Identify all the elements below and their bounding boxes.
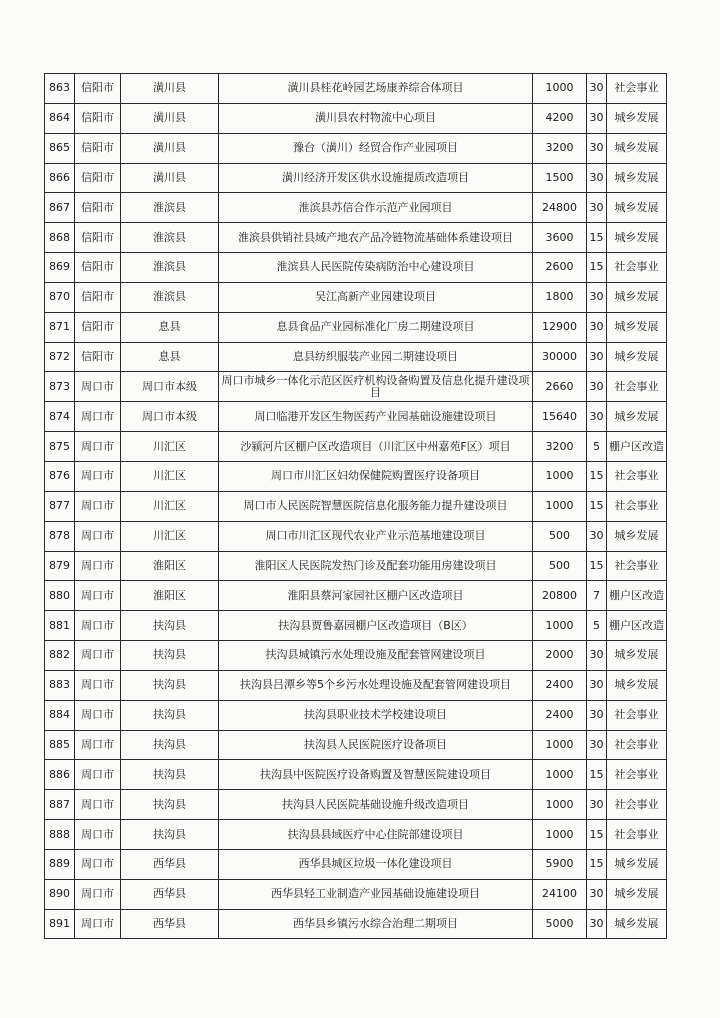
row-number: 878: [45, 521, 75, 551]
page-footer-blank: [0, 990, 720, 1010]
city-cell: 周口市: [75, 790, 121, 820]
county-cell: 扶沟县: [121, 700, 219, 730]
table-row: [45, 432, 667, 462]
amount-cell: 5000: [533, 909, 587, 939]
county-cell: 淮滨县: [121, 223, 219, 253]
amount-cell: 2000: [533, 641, 587, 671]
category-cell: 城乡发展: [607, 521, 667, 551]
city-cell: 信阳市: [75, 223, 121, 253]
city-cell: 周口市: [75, 402, 121, 432]
row-number: 887: [45, 790, 75, 820]
project-name-cell: 潢川县农村物流中心项目: [219, 103, 533, 133]
county-cell: 西华县: [121, 849, 219, 879]
category-cell: 城乡发展: [607, 282, 667, 312]
county-cell: 川汇区: [121, 521, 219, 551]
years-cell: 30: [587, 641, 607, 671]
years-cell: 30: [587, 909, 607, 939]
project-name-cell: 淮滨县人民医院传染病防治中心建设项目: [219, 253, 533, 283]
row-number: 891: [45, 909, 75, 939]
row-number: 880: [45, 581, 75, 611]
years-cell: 30: [587, 103, 607, 133]
category-cell: 城乡发展: [607, 133, 667, 163]
category-cell: 城乡发展: [607, 312, 667, 342]
county-cell: 扶沟县: [121, 670, 219, 700]
row-number: 867: [45, 193, 75, 223]
city-cell: 周口市: [75, 611, 121, 641]
county-cell: 扶沟县: [121, 641, 219, 671]
row-number: 884: [45, 700, 75, 730]
amount-cell: 3200: [533, 133, 587, 163]
table-row: [45, 253, 667, 283]
row-number: 876: [45, 461, 75, 491]
city-cell: 信阳市: [75, 74, 121, 104]
years-cell: 30: [587, 700, 607, 730]
city-cell: 信阳市: [75, 163, 121, 193]
row-number: 863: [45, 74, 75, 104]
years-cell: 30: [587, 372, 607, 402]
amount-cell: 2660: [533, 372, 587, 402]
years-cell: 30: [587, 730, 607, 760]
city-cell: 周口市: [75, 432, 121, 462]
county-cell: 扶沟县: [121, 611, 219, 641]
amount-cell: 500: [533, 521, 587, 551]
years-cell: 15: [587, 551, 607, 581]
city-cell: 周口市: [75, 909, 121, 939]
amount-cell: 30000: [533, 342, 587, 372]
table-row: [45, 133, 667, 163]
county-cell: 潢川县: [121, 163, 219, 193]
years-cell: 30: [587, 521, 607, 551]
row-number: 885: [45, 730, 75, 760]
years-cell: 30: [587, 670, 607, 700]
category-cell: 社会事业: [607, 700, 667, 730]
category-cell: 城乡发展: [607, 103, 667, 133]
project-name-cell: 西华县轻工业制造产业园基础设施建设项目: [219, 879, 533, 909]
county-cell: 息县: [121, 342, 219, 372]
table-row: [45, 581, 667, 611]
amount-cell: 1000: [533, 790, 587, 820]
city-cell: 周口市: [75, 670, 121, 700]
county-cell: 扶沟县: [121, 790, 219, 820]
project-name-cell: 豫台（潢川）经贸合作产业园项目: [219, 133, 533, 163]
row-number: 868: [45, 223, 75, 253]
category-cell: 社会事业: [607, 74, 667, 104]
row-number: 882: [45, 641, 75, 671]
years-cell: 15: [587, 849, 607, 879]
amount-cell: 2400: [533, 700, 587, 730]
table-row: [45, 670, 667, 700]
county-cell: 西华县: [121, 879, 219, 909]
years-cell: 30: [587, 790, 607, 820]
county-cell: 周口市本级: [121, 372, 219, 402]
years-cell: 30: [587, 133, 607, 163]
project-table: [44, 73, 667, 939]
city-cell: 信阳市: [75, 103, 121, 133]
category-cell: 社会事业: [607, 730, 667, 760]
table-row: [45, 849, 667, 879]
city-cell: 周口市: [75, 551, 121, 581]
years-cell: 15: [587, 491, 607, 521]
project-name-cell: 息县食品产业园标准化厂房二期建设项目: [219, 312, 533, 342]
city-cell: 信阳市: [75, 193, 121, 223]
project-name-cell: 周口临港开发区生物医药产业园基础设施建设项目: [219, 402, 533, 432]
category-cell: 棚户区改造: [607, 611, 667, 641]
county-cell: 川汇区: [121, 432, 219, 462]
row-number: 879: [45, 551, 75, 581]
years-cell: 5: [587, 432, 607, 462]
table-row: [45, 820, 667, 850]
project-name-cell: 淮滨县供销社县域产地农产品冷链物流基础体系建设项目: [219, 223, 533, 253]
category-cell: 城乡发展: [607, 670, 667, 700]
years-cell: 30: [587, 193, 607, 223]
county-cell: 淮阳区: [121, 581, 219, 611]
city-cell: 周口市: [75, 730, 121, 760]
project-name-cell: 周口市城乡一体化示范区医疗机构设备购置及信息化提升建设项目: [219, 372, 533, 402]
table-row: [45, 730, 667, 760]
amount-cell: 4200: [533, 103, 587, 133]
years-cell: 15: [587, 253, 607, 283]
table-row: [45, 909, 667, 939]
table-row: [45, 312, 667, 342]
table-row: [45, 193, 667, 223]
amount-cell: 1000: [533, 491, 587, 521]
years-cell: 30: [587, 342, 607, 372]
years-cell: 30: [587, 402, 607, 432]
category-cell: 社会事业: [607, 253, 667, 283]
years-cell: 30: [587, 879, 607, 909]
row-number: 881: [45, 611, 75, 641]
city-cell: 周口市: [75, 641, 121, 671]
years-cell: 30: [587, 312, 607, 342]
project-name-cell: 潢川经济开发区供水设施提质改造项目: [219, 163, 533, 193]
category-cell: 棚户区改造: [607, 432, 667, 462]
table-row: [45, 700, 667, 730]
row-number: 877: [45, 491, 75, 521]
category-cell: 城乡发展: [607, 193, 667, 223]
city-cell: 信阳市: [75, 282, 121, 312]
county-cell: 扶沟县: [121, 820, 219, 850]
amount-cell: 15640: [533, 402, 587, 432]
city-cell: 周口市: [75, 461, 121, 491]
county-cell: 潢川县: [121, 103, 219, 133]
city-cell: 周口市: [75, 491, 121, 521]
table-row: [45, 461, 667, 491]
city-cell: 周口市: [75, 760, 121, 790]
amount-cell: 1000: [533, 611, 587, 641]
amount-cell: 1000: [533, 760, 587, 790]
amount-cell: 3600: [533, 223, 587, 253]
years-cell: 7: [587, 581, 607, 611]
row-number: 874: [45, 402, 75, 432]
category-cell: 社会事业: [607, 551, 667, 581]
table-row: [45, 223, 667, 253]
row-number: 889: [45, 849, 75, 879]
city-cell: 周口市: [75, 879, 121, 909]
table-row: [45, 74, 667, 104]
project-name-cell: 淮滨县苏信合作示范产业园项目: [219, 193, 533, 223]
city-cell: 信阳市: [75, 342, 121, 372]
table-row: [45, 342, 667, 372]
city-cell: 信阳市: [75, 312, 121, 342]
years-cell: 15: [587, 461, 607, 491]
project-name-cell: 吴江高新产业园建设项目: [219, 282, 533, 312]
county-cell: 西华县: [121, 909, 219, 939]
city-cell: 周口市: [75, 700, 121, 730]
row-number: 864: [45, 103, 75, 133]
category-cell: 社会事业: [607, 760, 667, 790]
years-cell: 15: [587, 223, 607, 253]
amount-cell: 2400: [533, 670, 587, 700]
amount-cell: 500: [533, 551, 587, 581]
category-cell: 社会事业: [607, 790, 667, 820]
category-cell: 城乡发展: [607, 879, 667, 909]
amount-cell: 20800: [533, 581, 587, 611]
amount-cell: 1800: [533, 282, 587, 312]
row-number: 883: [45, 670, 75, 700]
table-row: [45, 760, 667, 790]
amount-cell: 24800: [533, 193, 587, 223]
amount-cell: 12900: [533, 312, 587, 342]
city-cell: 周口市: [75, 581, 121, 611]
project-name-cell: 扶沟县吕潭乡等5个乡污水处理设施及配套管网建设项目: [219, 670, 533, 700]
amount-cell: 3200: [533, 432, 587, 462]
years-cell: 5: [587, 611, 607, 641]
county-cell: 淮滨县: [121, 253, 219, 283]
row-number: 875: [45, 432, 75, 462]
project-name-cell: 周口市川汇区现代农业产业示范基地建设项目: [219, 521, 533, 551]
table-row: [45, 611, 667, 641]
table-row: [45, 551, 667, 581]
county-cell: 扶沟县: [121, 730, 219, 760]
years-cell: 15: [587, 760, 607, 790]
project-name-cell: 沙颍河片区棚户区改造项目（川汇区中州嘉苑F区）项目: [219, 432, 533, 462]
table-row: [45, 641, 667, 671]
amount-cell: 1000: [533, 820, 587, 850]
years-cell: 30: [587, 282, 607, 312]
category-cell: 城乡发展: [607, 849, 667, 879]
project-name-cell: 扶沟县城镇污水处理设施及配套管网建设项目: [219, 641, 533, 671]
amount-cell: 24100: [533, 879, 587, 909]
category-cell: 社会事业: [607, 372, 667, 402]
category-cell: 城乡发展: [607, 641, 667, 671]
amount-cell: 1500: [533, 163, 587, 193]
category-cell: 社会事业: [607, 491, 667, 521]
county-cell: 息县: [121, 312, 219, 342]
years-cell: 30: [587, 74, 607, 104]
years-cell: 15: [587, 820, 607, 850]
project-name-cell: 周口市人民医院智慧医院信息化服务能力提升建设项目: [219, 491, 533, 521]
row-number: 871: [45, 312, 75, 342]
table-row: [45, 790, 667, 820]
category-cell: 城乡发展: [607, 909, 667, 939]
table-row: [45, 282, 667, 312]
project-name-cell: 扶沟县职业技术学校建设项目: [219, 700, 533, 730]
city-cell: 周口市: [75, 849, 121, 879]
project-name-cell: 西华县乡镇污水综合治理二期项目: [219, 909, 533, 939]
city-cell: 周口市: [75, 820, 121, 850]
county-cell: 淮阳区: [121, 551, 219, 581]
amount-cell: 5900: [533, 849, 587, 879]
table-row: [45, 163, 667, 193]
city-cell: 周口市: [75, 521, 121, 551]
amount-cell: 1000: [533, 461, 587, 491]
row-number: 890: [45, 879, 75, 909]
county-cell: 川汇区: [121, 491, 219, 521]
category-cell: 棚户区改造: [607, 581, 667, 611]
project-name-cell: 息县纺织服装产业园二期建设项目: [219, 342, 533, 372]
county-cell: 淮滨县: [121, 193, 219, 223]
table-row: [45, 491, 667, 521]
category-cell: 社会事业: [607, 820, 667, 850]
table-row: [45, 103, 667, 133]
project-name-cell: 淮阳区人民医院发热门诊及配套功能用房建设项目: [219, 551, 533, 581]
row-number: 869: [45, 253, 75, 283]
amount-cell: 1000: [533, 74, 587, 104]
project-name-cell: 扶沟县县域医疗中心住院部建设项目: [219, 820, 533, 850]
table-row: [45, 879, 667, 909]
row-number: 866: [45, 163, 75, 193]
amount-cell: 1000: [533, 730, 587, 760]
project-name-cell: 淮阳县蔡河家园社区棚户区改造项目: [219, 581, 533, 611]
project-name-cell: 扶沟县中医院医疗设备购置及智慧医院建设项目: [219, 760, 533, 790]
row-number: 872: [45, 342, 75, 372]
table-row: [45, 372, 667, 402]
project-name-cell: 扶沟县人民医院基础设施升级改造项目: [219, 790, 533, 820]
category-cell: 城乡发展: [607, 163, 667, 193]
category-cell: 社会事业: [607, 461, 667, 491]
category-cell: 城乡发展: [607, 342, 667, 372]
table-row: [45, 402, 667, 432]
table-row: [45, 521, 667, 551]
county-cell: 潢川县: [121, 133, 219, 163]
row-number: 865: [45, 133, 75, 163]
city-cell: 信阳市: [75, 133, 121, 163]
category-cell: 城乡发展: [607, 223, 667, 253]
county-cell: 周口市本级: [121, 402, 219, 432]
project-table-body: [45, 74, 667, 939]
county-cell: 扶沟县: [121, 760, 219, 790]
county-cell: 川汇区: [121, 461, 219, 491]
project-name-cell: 周口市川汇区妇幼保健院购置医疗设备项目: [219, 461, 533, 491]
amount-cell: 2600: [533, 253, 587, 283]
project-name-cell: 西华县城区垃圾一体化建设项目: [219, 849, 533, 879]
project-name-cell: 潢川县桂花岭园艺场康养综合体项目: [219, 74, 533, 104]
city-cell: 周口市: [75, 372, 121, 402]
years-cell: 30: [587, 163, 607, 193]
row-number: 873: [45, 372, 75, 402]
project-name-cell: 扶沟县人民医院医疗设备项目: [219, 730, 533, 760]
project-name-cell: 扶沟县贾鲁嘉园棚户区改造项目（B区）: [219, 611, 533, 641]
row-number: 886: [45, 760, 75, 790]
county-cell: 淮滨县: [121, 282, 219, 312]
category-cell: 城乡发展: [607, 402, 667, 432]
row-number: 870: [45, 282, 75, 312]
row-number: 888: [45, 820, 75, 850]
county-cell: 潢川县: [121, 74, 219, 104]
city-cell: 信阳市: [75, 253, 121, 283]
